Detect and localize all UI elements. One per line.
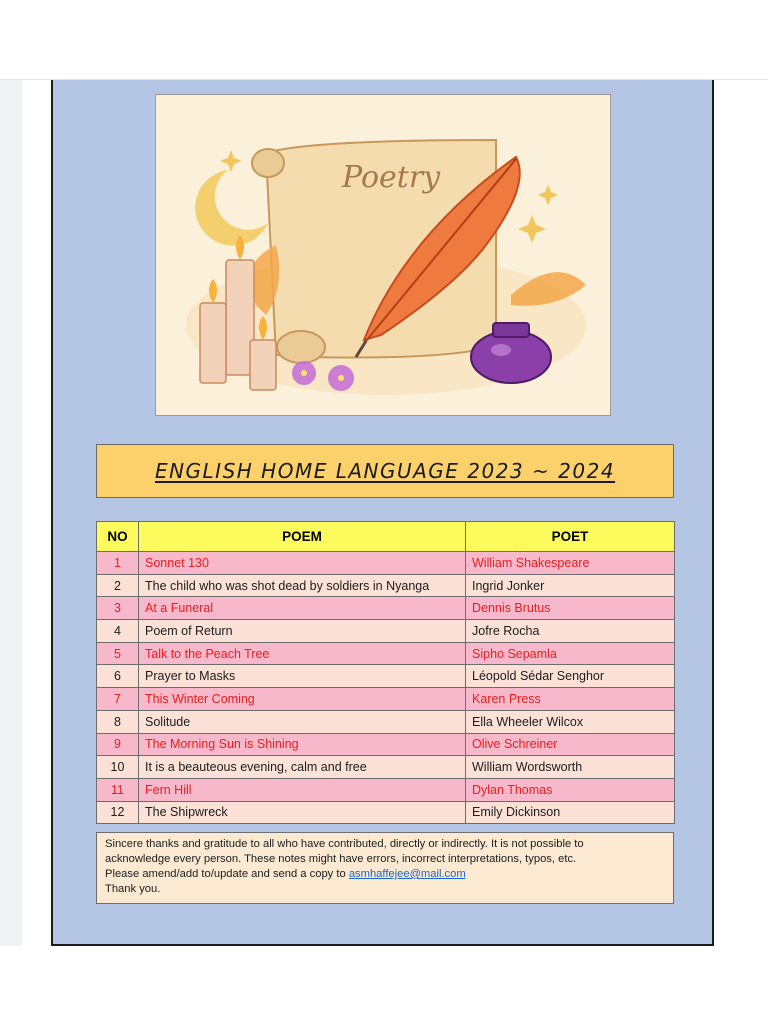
- poet-name: William Wordsworth: [466, 756, 675, 779]
- page-title: ENGLISH HOME LANGUAGE 2023 ~ 2024: [154, 459, 616, 483]
- email-link[interactable]: asmhaffejee@mail.com: [348, 868, 466, 880]
- poem-title: Sonnet 130: [139, 552, 466, 575]
- candle-icon: [250, 340, 276, 390]
- poet-name: Emily Dickinson: [466, 801, 675, 824]
- poem-title: At a Funeral: [139, 597, 466, 620]
- document-page: [51, 80, 714, 946]
- table-row: [97, 710, 675, 733]
- poem-number: 4: [97, 620, 139, 643]
- poetry-illustration-art: [156, 95, 610, 415]
- table-row: [97, 552, 675, 575]
- poem-title: This Winter Coming: [139, 688, 466, 711]
- table-row: [97, 688, 675, 711]
- poem-title: Prayer to Masks: [139, 665, 466, 688]
- column-header-poem: POEM: [139, 522, 466, 552]
- poet-name: Dylan Thomas: [466, 778, 675, 801]
- poet-name: Jofre Rocha: [466, 620, 675, 643]
- poet-name: Karen Press: [466, 688, 675, 711]
- poem-number: 6: [97, 665, 139, 688]
- poem-number: 7: [97, 688, 139, 711]
- poet-name: Olive Schreiner: [466, 733, 675, 756]
- notes-text: Please amend/add to/update and send a copy to: [105, 868, 349, 880]
- poem-number: 12: [97, 801, 139, 824]
- poet-name: Léopold Sédar Senghor: [466, 665, 675, 688]
- poem-number: 9: [97, 733, 139, 756]
- poem-title: The child who was shot dead by soldiers in Nyanga: [139, 574, 466, 597]
- table-row: [97, 642, 675, 665]
- illustration-label: Poetry: [342, 160, 441, 195]
- table-header-row: [97, 522, 675, 552]
- poem-title: Fern Hill: [139, 778, 466, 801]
- notes-line: acknowledge every person. These notes might have errors, incorrect interpretations, typos, etc.: [105, 853, 577, 865]
- title-banner: [96, 444, 674, 498]
- poems-table: [96, 521, 675, 824]
- column-header-no: NO: [97, 522, 139, 552]
- table-row: [97, 574, 675, 597]
- poem-title: Talk to the Peach Tree: [139, 642, 466, 665]
- table-row: [97, 733, 675, 756]
- acknowledgement-notes: [96, 832, 674, 904]
- poem-number: 8: [97, 710, 139, 733]
- viewer-right-edge: [744, 80, 768, 946]
- top-margin: [0, 0, 768, 80]
- table-row: [97, 665, 675, 688]
- poet-name: William Shakespeare: [466, 552, 675, 575]
- poem-title: Solitude: [139, 710, 466, 733]
- poet-name: Sipho Sepamla: [466, 642, 675, 665]
- poet-name: Dennis Brutus: [466, 597, 675, 620]
- table-row: [97, 778, 675, 801]
- poem-title: The Shipwreck: [139, 801, 466, 824]
- poetry-illustration: [155, 94, 611, 416]
- poem-title: It is a beauteous evening, calm and free: [139, 756, 466, 779]
- table-row: [97, 801, 675, 824]
- poem-title: The Morning Sun is Shining: [139, 733, 466, 756]
- table-row: [97, 756, 675, 779]
- inkpot-icon: [471, 331, 551, 383]
- column-header-poet: POET: [466, 522, 675, 552]
- table-row: [97, 620, 675, 643]
- poem-title: Poem of Return: [139, 620, 466, 643]
- poem-number: 1: [97, 552, 139, 575]
- notes-line: Thank you.: [105, 883, 161, 895]
- poem-number: 5: [97, 642, 139, 665]
- poet-name: Ella Wheeler Wilcox: [466, 710, 675, 733]
- poem-number: 11: [97, 778, 139, 801]
- notes-line: Sincere thanks and gratitude to all who have contributed, directly or indirectly. It is not possible to: [105, 838, 584, 850]
- notes-line: [105, 867, 665, 882]
- poem-number: 3: [97, 597, 139, 620]
- candle-icon: [200, 303, 226, 383]
- table-row: [97, 597, 675, 620]
- poem-number: 2: [97, 574, 139, 597]
- poem-number: 10: [97, 756, 139, 779]
- poet-name: Ingrid Jonker: [466, 574, 675, 597]
